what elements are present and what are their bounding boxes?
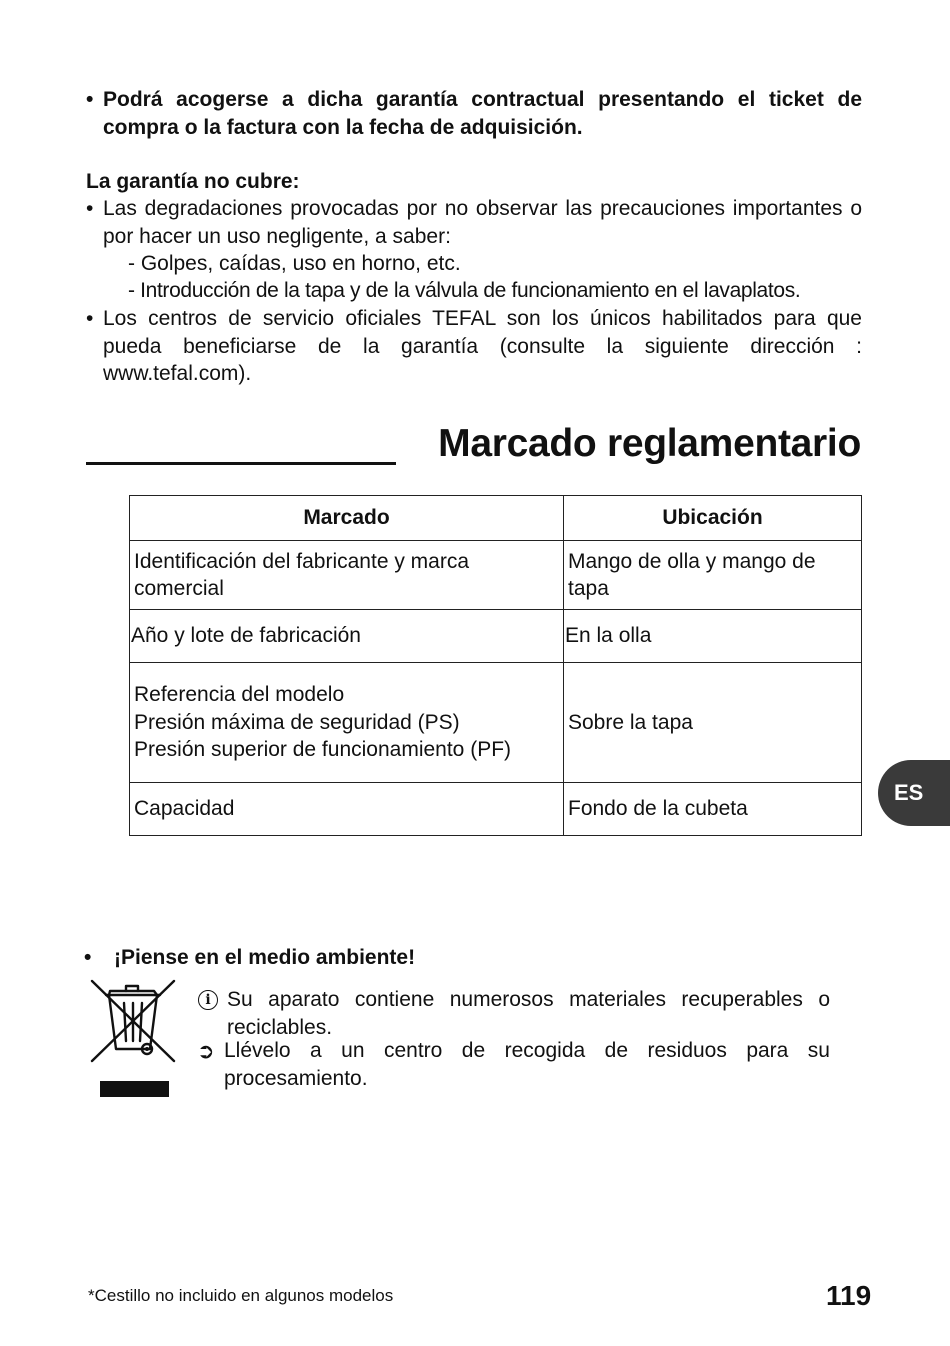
info-text: Su aparato contiene numerosos materiales recuperables o reciclables. [227, 988, 830, 1039]
location-cell: Sobre la tapa [564, 663, 862, 783]
column-header-location: Ubicación [564, 496, 862, 541]
marking-line: Capacidad [134, 797, 235, 821]
marking-line: Presión superior de funcionamiento (PF) [134, 738, 512, 762]
crossed-out-wheelie-bin-icon [90, 975, 176, 1099]
bullet: • [84, 946, 92, 969]
exclusion-item-negligence: Las degradaciones provocadas por no observar las precauciones importantes o por hacer un uso negligente, a saber: [103, 197, 862, 248]
exclusions-heading: La garantía no cubre: [86, 170, 300, 193]
marking-line: Presión máxima de seguridad (PS) [134, 710, 460, 734]
environment-heading: ¡Piense en el medio ambiente! [114, 946, 416, 969]
marking-line: Referencia del modelo [134, 683, 345, 707]
location-cell: Fondo de la cubeta [564, 783, 862, 836]
table-row [130, 541, 862, 610]
arrow-right-icon: ➲ [197, 1040, 215, 1063]
table-row [130, 610, 862, 663]
marking-line: Año y lote de fabricación [131, 624, 361, 648]
action-text: Llévelo a un centro de recogida de residuos para su procesamiento. [224, 1039, 830, 1090]
bullet: • [86, 307, 94, 330]
location-cell: En la olla [564, 610, 862, 663]
language-tab: ES [878, 760, 950, 826]
page-number: 119 [826, 1280, 872, 1311]
marking-cell [130, 610, 564, 663]
exclusion-subitem-dishwasher: - Introducción de la tapa y de la válvula de funcionamiento en el lavaplatos. [128, 279, 801, 302]
marking-cell [130, 663, 564, 783]
marking-table [129, 495, 862, 836]
exclusion-subitem-impacts: - Golpes, caídas, uso en horno, etc. [128, 252, 461, 275]
footnote: *Cestillo no incluido en algunos modelos [88, 1286, 394, 1305]
table-header-row [130, 496, 862, 541]
marking-cell [130, 541, 564, 610]
marking-cell [130, 783, 564, 836]
warranty-proof-text: Podrá acogerse a dicha garantía contractual presentando el ticket de compra o la factura con la fecha de adquisición. [103, 88, 862, 139]
marking-line: Identificación del fabricante y marca comercial [134, 549, 470, 600]
info-circle-icon: i [198, 990, 218, 1010]
exclusion-item-service-centers: Los centros de servicio oficiales TEFAL son los únicos habilitados para que pueda beneficiarse de la garantía (consulte la siguiente dirección : www.tefal.com). [103, 307, 862, 385]
location-cell: Mango de olla y mango de tapa [564, 541, 862, 610]
bullet: • [86, 197, 94, 220]
bullet: • [86, 88, 94, 111]
column-header-marking: Marcado [130, 496, 564, 541]
section-title: Marcado reglamentario [438, 422, 861, 465]
heading-rule [86, 462, 396, 465]
table-row [130, 783, 862, 836]
table-row [130, 663, 862, 783]
